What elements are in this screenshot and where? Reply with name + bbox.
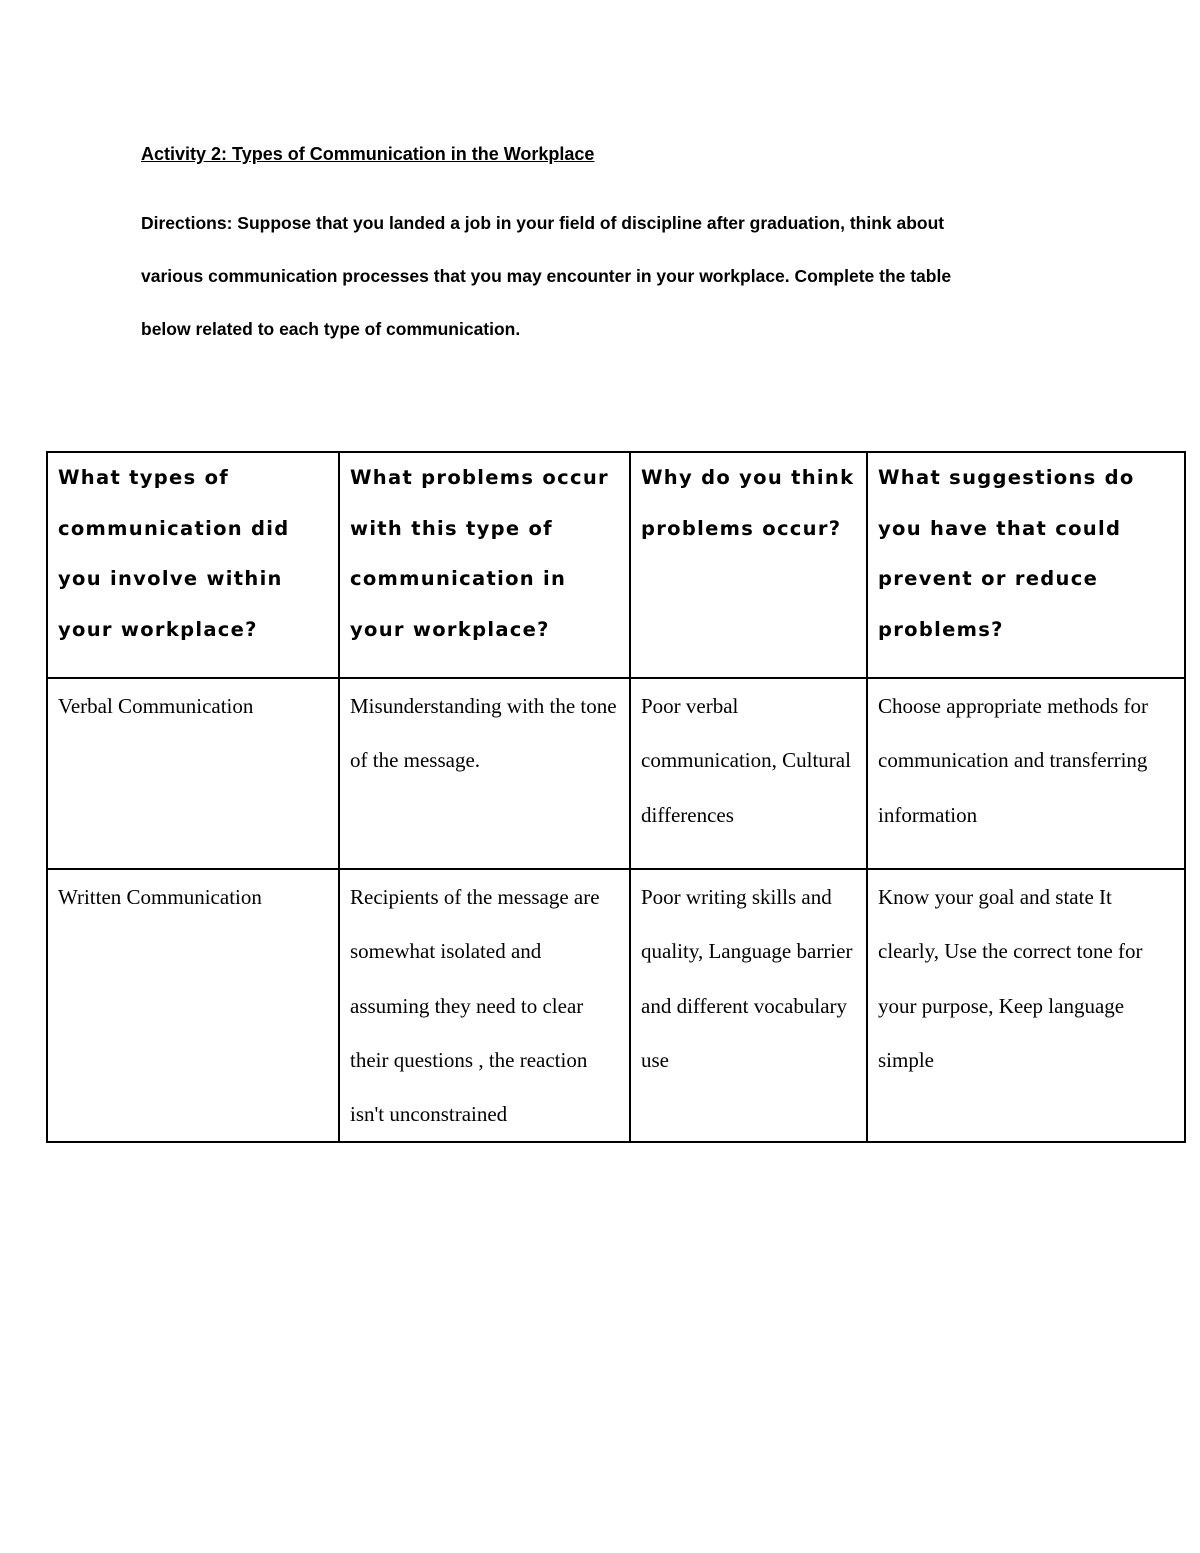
directions-line: Directions: Suppose that you landed a job in your field of discipline after graduation, think about — [141, 213, 945, 233]
table-row — [47, 678, 1185, 869]
activity-title: Activity 2: Types of Communication in the Workplace — [141, 144, 595, 164]
cell-suggestions: Know your goal and state It clearly, Use the correct tone for your purpose, Keep language simple — [867, 869, 1185, 1142]
header-cell-why: Why do you think problems occur? — [630, 452, 867, 678]
table-header-row — [47, 452, 1185, 678]
cell-type: Verbal Communication — [47, 678, 339, 869]
directions-paragraph — [141, 210, 1041, 369]
cell-type: Written Communication — [47, 869, 339, 1142]
cell-why: Poor verbal communication, Cultural differences — [630, 678, 867, 869]
cell-why: Poor writing skills and quality, Language barrier and different vocabulary use — [630, 869, 867, 1142]
header-cell-problems: What problems occur with this type of communication in your workplace? — [339, 452, 630, 678]
cell-problems: Misunderstanding with the tone of the message. — [339, 678, 630, 869]
cell-suggestions: Choose appropriate methods for communication and transferring information — [867, 678, 1185, 869]
directions-line: below related to each type of communication. — [141, 319, 521, 339]
header-cell-suggestions: What suggestions do you have that could prevent or reduce problems? — [867, 452, 1185, 678]
header-cell-types: What types of communication did you involve within your workplace? — [47, 452, 339, 678]
directions-line: various communication processes that you may encounter in your workplace. Complete the table — [141, 266, 952, 286]
table-row — [47, 869, 1185, 1142]
cell-problems: Recipients of the message are somewhat isolated and assuming they need to clear their questions , the reaction isn't unconstrained — [339, 869, 630, 1142]
communication-table — [46, 451, 1186, 1143]
